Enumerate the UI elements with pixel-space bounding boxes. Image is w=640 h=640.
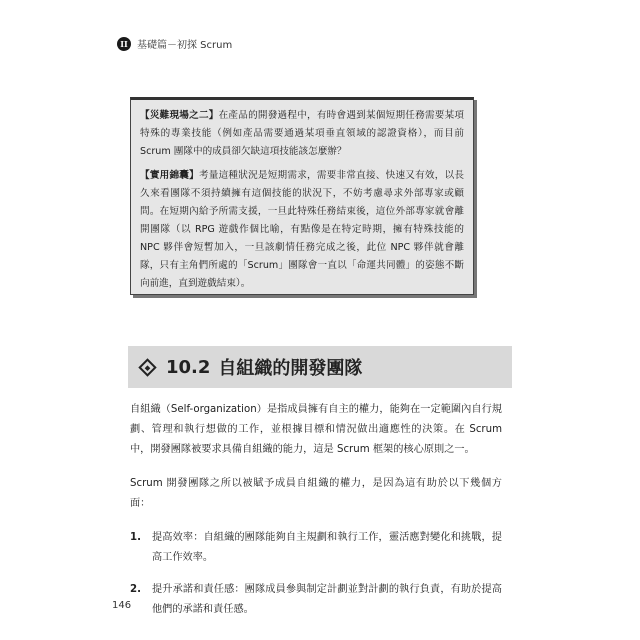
tip-problem-label: 【災難現場之二】 xyxy=(140,110,219,121)
list-item-number: 2. xyxy=(130,584,141,595)
body-paragraph-2: Scrum 開發團隊之所以被賦予成員自組織的權力，是因為這有助於以下幾個方面： xyxy=(130,478,502,509)
tip-solution xyxy=(140,167,464,293)
body-paragraph-1: 自組織（Self-organization）是指成員擁有自主的權力，能夠在一定範圍內自行規劃、管理和執行想做的工作，並根據目標和情況做出適應性的決策。在 Scrum 中，開發團隊被要求具備自組織的能力，這是 Scrum 框架的核心原則之一。 xyxy=(130,404,502,455)
running-header-title: 基礎篇－初探 Scrum xyxy=(137,40,233,51)
list-item-text: 提升承諾和責任感：團隊成員參與制定計劃並對計劃的執行負責，有助於提高他們的承諾和責任感。 xyxy=(152,584,502,615)
list-item xyxy=(130,580,502,620)
list-item-number: 1. xyxy=(130,532,141,543)
chapter-badge: II xyxy=(117,37,131,51)
tip-box xyxy=(130,97,474,295)
page-number: 146 xyxy=(112,600,132,611)
list-item xyxy=(130,528,502,568)
tip-solution-label: 【實用錦囊】 xyxy=(140,170,199,181)
tip-problem xyxy=(140,107,464,161)
benefit-list xyxy=(130,528,502,620)
section-title: 自組織的開發團隊 xyxy=(218,358,363,379)
running-header xyxy=(117,36,232,51)
body-content xyxy=(130,400,502,632)
tip-solution-text: 考量這種狀況是短期需求，需要非常直接、快速又有效，以長久來看團隊不須持續擁有這個技能的狀況下，不妨考慮尋求外部專家或顧問。在短期內給予所需支援，一旦此特殊任務結束後，這位外部專家就會離開團隊（以 RPG 遊戲作個比喻，有點像是在特定時期，擁有特殊技能的 NPC 夥伴會短暫加入，一旦該劇情任務完成之後，此位 NPC 夥伴就會離隊，只有主角們所處的「Scrum」團隊會一直以「命運共同體」的姿態不斷向前進，直到遊戲結束）。 xyxy=(140,170,465,289)
section-number: 10.2 xyxy=(166,356,211,378)
diamond-icon xyxy=(138,358,156,376)
section-heading xyxy=(128,346,512,388)
tip-problem-text: 在產品的開發過程中，有時會遇到某個短期任務需要某項特殊的專業技能（例如產品需要通過某項垂直領域的認證資格），而目前 Scrum 團隊中的成員卻欠缺這項技能該怎麼辦？ xyxy=(140,110,465,157)
list-item-text: 提高效率：自組織的團隊能夠自主規劃和執行工作，靈活應對變化和挑戰，提高工作效率。 xyxy=(152,532,502,563)
